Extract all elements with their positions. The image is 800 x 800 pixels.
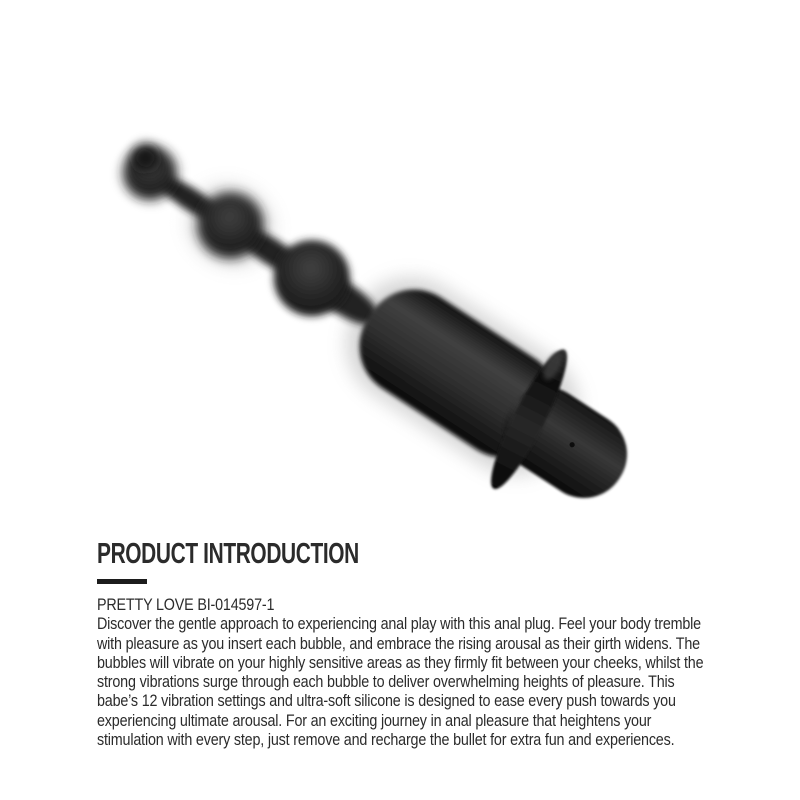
product-description: Discover the gentle approach to experiencing anal play with this anal plug. Feel your body tremble with pleasure as you insert each bubble, and embrace the rising arousal as their girth widens. The bubbles will vibrate on your highly sensitive areas as they firmly fit between your cheeks, whilst the strong vibrations surge through each bubble to deliver overwhelming heights of pleasure. This babe’s 12 vibration settings and ultra-soft silicone is designed to ease every push towards you experiencing ultimate arousal. For an exciting journey in anal pleasure that heightens your stimulation with every step, just remove and recharge the bullet for extra fun and experiences. xyxy=(97,615,704,750)
product-model: PRETTY LOVE BI-014597-1 xyxy=(97,596,275,614)
introduction-text xyxy=(97,596,713,750)
section-title: PRODUCT INTRODUCTION xyxy=(97,538,359,570)
title-divider xyxy=(97,579,147,584)
